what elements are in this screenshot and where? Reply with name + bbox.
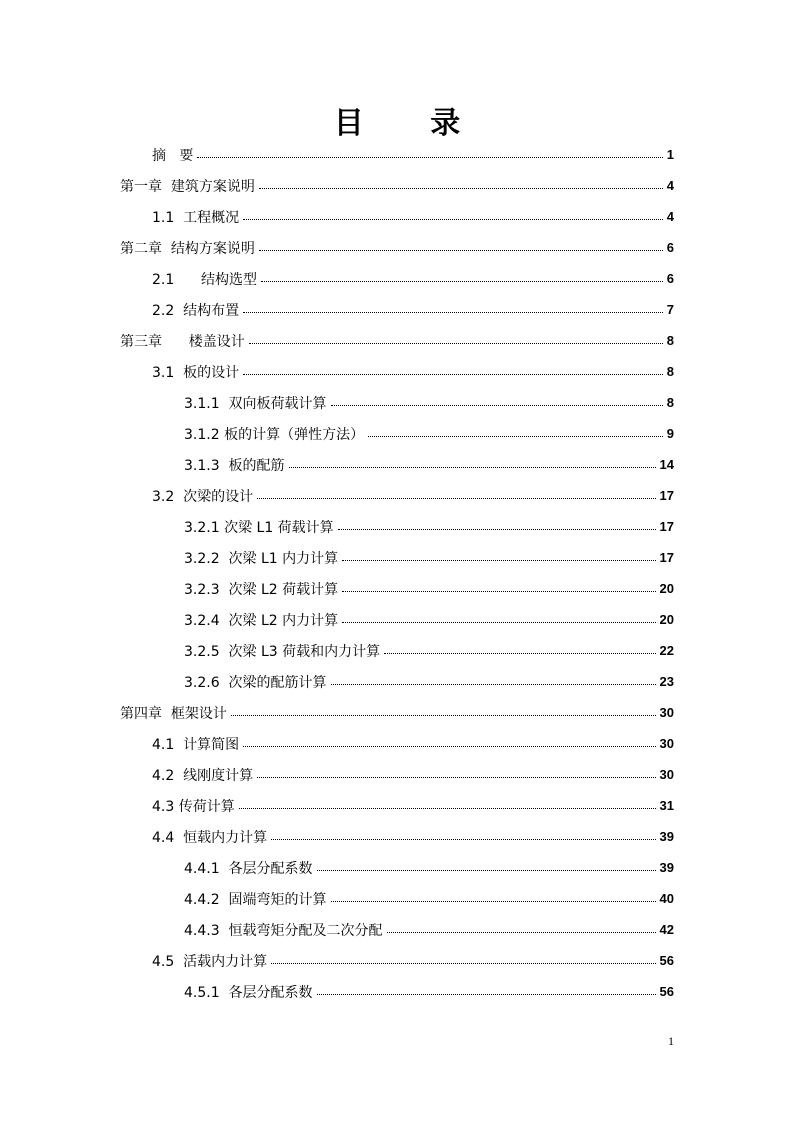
toc-entry-label: 3.2.4 次梁 L2 内力计算 xyxy=(184,612,339,629)
toc-entry[interactable] xyxy=(184,635,674,666)
toc-entry-label: 4.4.3 恒载弯矩分配及二次分配 xyxy=(184,922,383,939)
dot-leader xyxy=(239,808,656,809)
dot-leader xyxy=(342,560,655,561)
toc-entry-label: 4.3 传荷计算 xyxy=(152,798,235,815)
toc-entry-label: 4.5.1 各层分配系数 xyxy=(184,984,313,1001)
toc-entry-label: 4.4.2 固端弯矩的计算 xyxy=(184,891,327,908)
toc-entry-label: 4.5 活载内力计算 xyxy=(152,953,268,970)
toc-entry-label: 第二章 结构方案说明 xyxy=(120,240,255,257)
toc-entry[interactable] xyxy=(184,976,674,1007)
dot-leader xyxy=(384,653,655,654)
toc-entry-label: 3.2.5 次梁 L3 荷载和内力计算 xyxy=(184,643,381,660)
toc-entry-page: 8 xyxy=(666,364,674,379)
dot-leader xyxy=(259,250,663,251)
toc-entry-label: 4.4.1 各层分配系数 xyxy=(184,860,313,877)
dot-leader xyxy=(257,777,655,778)
toc-entry[interactable] xyxy=(152,759,674,790)
dot-leader xyxy=(243,374,663,375)
toc-entry-page: 17 xyxy=(659,488,674,503)
toc-title: 目 录 xyxy=(333,106,489,141)
toc-entry[interactable] xyxy=(152,790,674,821)
toc-entry[interactable] xyxy=(184,604,674,635)
toc-entry-label: 摘 要 xyxy=(152,147,194,164)
toc-entry-label: 4.2 线刚度计算 xyxy=(152,767,254,784)
toc-entry-page: 6 xyxy=(666,240,674,255)
dot-leader xyxy=(317,994,656,995)
toc-entry[interactable] xyxy=(184,852,674,883)
toc-entry[interactable] xyxy=(152,728,674,759)
toc-entry[interactable] xyxy=(184,542,674,573)
toc-entry[interactable] xyxy=(184,914,674,945)
toc-entry-label: 3.1.3 板的配筋 xyxy=(184,457,285,474)
toc-entry-page: 20 xyxy=(659,581,674,596)
page-number: 1 xyxy=(668,1034,674,1048)
dot-leader xyxy=(331,684,656,685)
dot-leader xyxy=(342,591,655,592)
toc-entry-page: 23 xyxy=(659,674,674,689)
toc-entry-page: 30 xyxy=(659,736,674,751)
toc-entry-page: 17 xyxy=(659,550,674,565)
toc-entry[interactable] xyxy=(120,697,674,728)
dot-leader xyxy=(368,436,663,437)
toc-entry-label: 3.1.1 双向板荷载计算 xyxy=(184,395,327,412)
toc-entry[interactable] xyxy=(184,883,674,914)
toc-entry-page: 1 xyxy=(666,147,674,162)
toc-entry-label: 2.1 结构选型 xyxy=(152,271,257,288)
toc-entry[interactable] xyxy=(152,356,674,387)
toc-entry-page: 6 xyxy=(666,271,674,286)
toc-entry[interactable] xyxy=(152,945,674,976)
toc-entry[interactable] xyxy=(184,666,674,697)
toc-entry[interactable] xyxy=(184,511,674,542)
toc-entry-label: 1.1 工程概况 xyxy=(152,209,240,226)
toc-entry[interactable] xyxy=(152,263,674,294)
dot-leader xyxy=(342,622,655,623)
dot-leader xyxy=(331,901,656,902)
dot-leader xyxy=(289,467,656,468)
toc-entry-label: 第三章 楼盖设计 xyxy=(120,333,245,350)
toc-entry-page: 31 xyxy=(659,798,674,813)
toc-entry-page: 30 xyxy=(659,705,674,720)
toc-entry-label: 第四章 框架设计 xyxy=(120,705,227,722)
dot-leader xyxy=(243,746,655,747)
dot-leader xyxy=(259,188,663,189)
toc-entry[interactable] xyxy=(152,294,674,325)
toc-entry-label: 3.2.2 次梁 L1 内力计算 xyxy=(184,550,339,567)
toc-entry[interactable] xyxy=(152,201,674,232)
toc-entry-page: 22 xyxy=(659,643,674,658)
toc-entry-label: 4.4 恒载内力计算 xyxy=(152,829,268,846)
dot-leader xyxy=(331,405,663,406)
toc-entry-page: 56 xyxy=(659,953,674,968)
toc-entry-label: 第一章 建筑方案说明 xyxy=(120,178,255,195)
toc-entry-label: 3.1.2 板的计算（弹性方法） xyxy=(184,426,365,443)
dot-leader xyxy=(317,870,656,871)
toc-entry-page: 17 xyxy=(659,519,674,534)
toc-entry[interactable] xyxy=(184,449,674,480)
toc-entry-page: 56 xyxy=(659,984,674,999)
toc-entry[interactable] xyxy=(120,325,674,356)
toc-entry[interactable] xyxy=(152,480,674,511)
dot-leader xyxy=(197,157,662,158)
toc-entry[interactable] xyxy=(184,573,674,604)
toc-entry-page: 14 xyxy=(659,457,674,472)
dot-leader xyxy=(249,343,663,344)
toc-entry-page: 4 xyxy=(666,209,674,224)
toc-entry[interactable] xyxy=(152,139,674,170)
toc-entry[interactable] xyxy=(184,387,674,418)
toc-entry-label: 2.2 结构布置 xyxy=(152,302,240,319)
toc-entry-label: 3.2 次梁的设计 xyxy=(152,488,254,505)
toc-entry-page: 39 xyxy=(659,829,674,844)
toc-entry[interactable] xyxy=(152,821,674,852)
dot-leader xyxy=(257,498,655,499)
toc-entry[interactable] xyxy=(184,418,674,449)
toc-entry-label: 4.1 计算简图 xyxy=(152,736,240,753)
toc-entry-page: 7 xyxy=(666,302,674,317)
dot-leader xyxy=(261,281,663,282)
toc-entry-label: 3.2.1 次梁 L1 荷载计算 xyxy=(184,519,334,536)
dot-leader xyxy=(387,932,656,933)
toc-entry-label: 3.2.3 次梁 L2 荷载计算 xyxy=(184,581,339,598)
dot-leader xyxy=(231,715,656,716)
dot-leader xyxy=(271,963,655,964)
toc-entry-label: 3.2.6 次梁的配筋计算 xyxy=(184,674,327,691)
toc-entry-page: 8 xyxy=(666,395,674,410)
toc-entry-page: 8 xyxy=(666,333,674,348)
dot-leader xyxy=(338,529,656,530)
toc-entry-page: 39 xyxy=(659,860,674,875)
dot-leader xyxy=(271,839,655,840)
toc-entry-page: 42 xyxy=(659,922,674,937)
toc-entry-page: 40 xyxy=(659,891,674,906)
toc-entry-page: 30 xyxy=(659,767,674,782)
toc-entry-label: 3.1 板的设计 xyxy=(152,364,240,381)
dot-leader xyxy=(243,312,663,313)
toc-entry-page: 4 xyxy=(666,178,674,193)
dot-leader xyxy=(243,219,663,220)
toc-entry-page: 20 xyxy=(659,612,674,627)
toc-entry-page: 9 xyxy=(666,426,674,441)
toc-entry[interactable] xyxy=(120,170,674,201)
toc-entry[interactable] xyxy=(120,232,674,263)
